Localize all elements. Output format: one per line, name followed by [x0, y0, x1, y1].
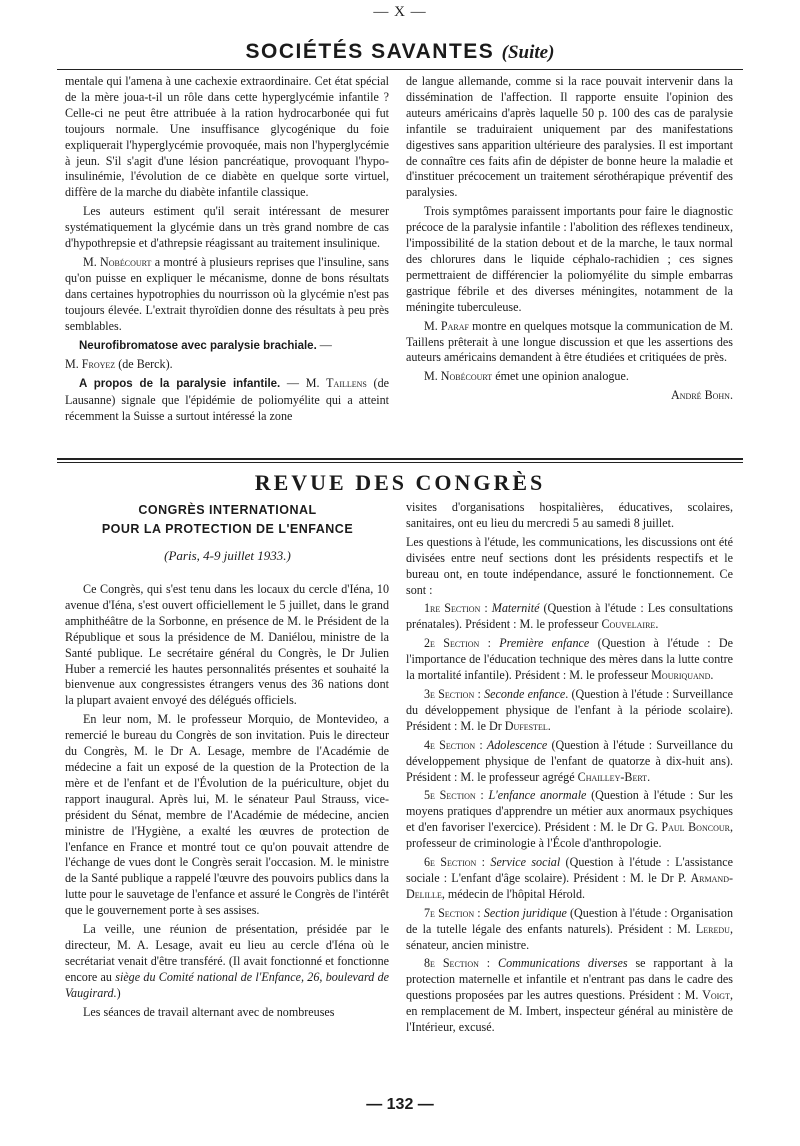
section-text-end: , sénateur, ancien ministre.	[406, 921, 733, 952]
bottom-right-column	[406, 500, 733, 1039]
section-text: (Question à l'étude : De l'importance de l'éducation technique des mères dans la lutte contre la mortalité infantile). Président : M. le professeur	[406, 636, 734, 683]
section-title-text: SOCIÉTÉS SAVANTES	[245, 40, 495, 63]
communication-heading: Neurofibromatose avec paralysie brachiale.	[79, 339, 317, 352]
section-text: (Question à l'étude : Les consultations prénatales). Président : M. le professeur	[406, 601, 733, 632]
author-name: M. Froyez	[65, 357, 116, 372]
section-president: Leredu	[695, 921, 730, 936]
section-president: Dufestel	[504, 718, 548, 733]
paragraph	[406, 369, 733, 385]
section-item	[406, 738, 733, 786]
signature: André Bohn.	[671, 388, 733, 403]
section-name: L'enfance anormale	[488, 788, 587, 803]
section-number: 5e Section :	[424, 788, 489, 803]
section-name: Communications diverses	[498, 956, 628, 971]
section-text: (Question à l'étude : L'assistance sociale : L'enfant d'âge scolaire). Président : M. le Dr P.	[406, 855, 734, 885]
paragraph	[65, 255, 389, 335]
section-item	[406, 906, 733, 954]
paragraph-text: émet une opinion analogue.	[492, 369, 629, 384]
paragraph: Les séances de travail alternant avec de nombreuses	[83, 1004, 335, 1019]
section-text-end: , en remplacement de M. Imbert, inspecteur général au ministère de l'Intérieur, excusé.	[406, 988, 733, 1035]
congres-title	[65, 501, 390, 539]
page-number: — 132 —	[366, 1096, 434, 1113]
section-president: Mouriquand	[651, 668, 711, 683]
congres-title-line2: POUR LA PROTECTION DE L'ENFANCE	[101, 522, 354, 536]
page-roman-numeral: — X —	[373, 4, 427, 20]
section-number: 7e Section :	[424, 905, 484, 920]
section-text-end: .	[710, 668, 714, 683]
paragraph	[65, 338, 389, 355]
section-president: Couvelaire	[601, 617, 656, 632]
section-name: Seconde enfance	[484, 686, 566, 701]
section-item	[406, 636, 733, 684]
author-name: M. Paraf	[424, 318, 469, 333]
paragraph: Les questions à l'étude, les communications, les discussions ont été divisées entre neuf sections dont les présidents respectifs et le bureau ont, en toute indépendance, assuré le fonctionnement. Ce sont :	[406, 534, 733, 597]
section-president: Voigt	[702, 988, 730, 1003]
section-name: Section juridique	[483, 905, 567, 920]
section-divider-thin	[57, 462, 743, 463]
section-number: 8e Section :	[424, 956, 499, 971]
section-name: Service social	[490, 855, 561, 870]
section-text-end: .	[547, 718, 551, 733]
section-text: (Question à l'étude : Sur les moyens pratiques d'apprendre un métier aux anormaux psychiques et d'en favoriser l'exercice). Président : M. le Dr G.	[406, 788, 734, 835]
top-right-column	[406, 74, 733, 407]
section-item	[406, 788, 733, 852]
section-item	[406, 956, 733, 1036]
section-text-end: .	[655, 617, 659, 632]
section-text: (Question à l'étude : Surveillance du développement physique de l'enfant de quatorze à dix-huit ans). Président : M. le professeur agrégé	[406, 737, 733, 784]
paragraph: visites d'organisations hospitalières, éducatives, scolaires, sanitaires, ont eu lieu du mercredi 5 au samedi 8 juillet.	[406, 500, 733, 530]
section-text: se rapportant à la protection maternelle et infantile et n'entrant pas dans le cadre des questions proposées par les autres questions. Président : M.	[406, 956, 734, 1003]
section-text: . (Question à l'étude : Surveillance du développement physique de l'enfant à la période scolaire). Président : M. le Dr	[406, 686, 734, 733]
section-name: Première enfance	[499, 636, 590, 651]
sections-list	[406, 601, 733, 1036]
section-name: Maternité	[491, 601, 540, 616]
section-item	[406, 687, 733, 735]
section-item	[406, 601, 733, 633]
author-name: M. Nobécourt	[83, 254, 152, 269]
paragraph	[65, 357, 389, 373]
section-number: 3e Section :	[424, 686, 485, 701]
section-text: (Question à l'étude : Organisation de la tutelle légale des enfants naturels). Président : M.	[406, 905, 733, 936]
section-number: 1re Section :	[424, 601, 492, 616]
paragraph-text: (de Lausanne) signale que l'épidémie de poliomyélite qui a atteint récemment la Suisse a surtout intéressé la zone	[65, 376, 389, 424]
revue-title: REVUE DES CONGRÈS	[254, 470, 546, 495]
paragraph: En leur nom, M. le professeur Morquio, de Montevideo, a remercié le bureau du Congrès de son invitation. Puis le directeur du Congrès, M. le Dr A. Lesage, membre de l'Académie de médecine a fait un exposé de la question de la Protection de la mère et de l'enfant et de l'Évolution de la puériculture, objet du rapport inaugural. Après lui, M. le sénateur Paul Strauss, vice-président du Sénat, membre de l'Académie de médecine, ancien ministre de l'Hygiène, a exalté les œuvres de protection de l'enfance en France et montré tout ce qu'on pouvait attendre de l'échange de vues dont le Congrès serait l'occasion. M. le ministre de la Santé publique a rappelé l'œuvre des pouvoirs publics dans la lutte pour le sauvetage de l'enfance et assuré le Congrès de l'intérêt que le gouvernement porte à ses assises.	[65, 712, 389, 918]
section-text-end: .	[647, 769, 651, 784]
section-number: 4e Section :	[424, 737, 487, 752]
top-rule	[57, 69, 743, 70]
section-text-end: , professeur de criminologie à l'École d'anthropologie.	[406, 820, 733, 851]
section-president: Chailley-Bert	[577, 769, 648, 784]
congres-title-line1: CONGRÈS INTERNATIONAL	[138, 503, 317, 517]
paragraph-text: (de Berck).	[115, 357, 173, 372]
section-text-end: , médecin de l'hôpital Hérold.	[441, 886, 586, 901]
paragraph-text: montre en quelques motsque la communication de M. Taillens prêterait à une longue discussion et que les assertions des auteurs américains demandent à être étudiées et critiquées de près.	[406, 318, 733, 365]
paragraph-text: a montré à plusieurs reprises que l'insuline, sans qu'on puisse en expliquer le mécanisme, donne de bons résultats dans certaines hypotrophies du nourrisson où la glycémie n'est pas toujours élevée. L'extrait thyroïdien donne des résultats à peu près semblables.	[65, 254, 389, 333]
paragraph	[65, 376, 389, 425]
communication-heading: A propos de la paralysie infantile.	[79, 378, 281, 391]
congres-date: (Paris, 4-9 juillet 1933.)	[164, 548, 291, 563]
paragraph-italic: siège du Comité national de l'Enfance, 26, boulevard de Vaugirard.	[65, 969, 389, 1000]
section-name: Adolescence	[486, 737, 548, 752]
section-number: 2e Section :	[424, 636, 500, 651]
section-president: Paul Boncour	[661, 820, 730, 835]
author-name: Taillens	[326, 376, 367, 391]
section-president: Armand-Delille	[406, 870, 733, 901]
section-title-suite: (Suite)	[501, 42, 555, 63]
paragraph	[406, 319, 733, 367]
paragraph-text: )	[116, 985, 121, 1000]
paragraph: de langue allemande, comme si la race pouvait intervenir dans la dissémination de l'affection. Il rapporte ensuite l'opinion des auteurs américains d'après laquelle 50 p. 100 des cas de paralysie infantile se traduiraient uniquement par des manifestations digestives sans apparition ultérieure des paralysies. Il est important de connaître ces faits afin de dépister de bonne heure la maladie et d'instituer précocement un traitement sérothérapique préventif des paralysies.	[406, 74, 733, 200]
heading-tail: — M.	[280, 376, 327, 391]
paragraph: Trois symptômes paraissent importants pour faire le diagnostic précoce de la paralysie infantile : l'abolition des réflexes tendineux, l'impossibilité de la station debout et de la marche, le taux normal des chlorures dans le liquide céphalo-rachidien ; ces signes permettraient de différencier la poliomyélite du simple embarras gastrique fébrile et des diverses méningites, notamment de la méningite tuberculeuse.	[406, 204, 733, 314]
paragraph	[65, 922, 389, 1002]
author-name: M. Nobécourt	[424, 369, 493, 384]
paragraph: Les auteurs estiment qu'il serait intéressant de mesurer systématiquement la glycémie dans un très grand nombre de cas d'hypothrepsie et d'athrepsie réagissant au traitement insulinique.	[65, 204, 389, 251]
section-item	[406, 855, 733, 903]
bottom-left-column	[65, 582, 389, 1023]
paragraph: Ce Congrès, qui s'est tenu dans les locaux du cercle d'Iéna, 10 avenue d'Iéna, s'est ouvert officiellement le 5 juillet, dans le grand amphithéâtre de la Sorbonne, en présence de M. le Président de la République et sous la présidence de M. Daniélou, ministre de la Santé publique. Le secrétaire général du Congrès, le Dr Julien Huber a remercié les hautes personnalités présentes et souhaité la bienvenue aux congressistes étrangers venus des 36 nations dont la plupart avaient envoyé des délégués officiels.	[65, 582, 389, 708]
top-left-column	[65, 74, 389, 428]
heading-tail: —	[316, 337, 332, 352]
paragraph: mentale qui l'amena à une cachexie extraordinaire. Cet état spécial de la mère joua-t-il un rôle dans cette hyperglycémie infantile ? Celle-ci ne peut être attribuée à la ration hydrocarbonée qui fut toujours normale. Une insuffisance glycogénique du foie expliquerait l'hyperglycémie provoquée, mais non l'hyperglycémie à jeun. S'il s'agit d'une lésion pancréatique, provoquant l'hypo-insulinémie, l'évolution de ce diabète en quelque sorte virtuel, diffère de la marche du diabète infantile classique.	[65, 74, 389, 200]
paragraph-text: La veille, une réunion de présentation, présidée par le directeur, M. A. Lesage, avait eu lieu au cercle d'Iéna où le secrétariat venait d'être transféré. (Il avait fonctionné et fonctionne encore au	[65, 922, 389, 984]
section-divider-thick	[57, 458, 743, 460]
section-title	[0, 40, 800, 64]
section-number: 6e Section :	[424, 855, 491, 870]
